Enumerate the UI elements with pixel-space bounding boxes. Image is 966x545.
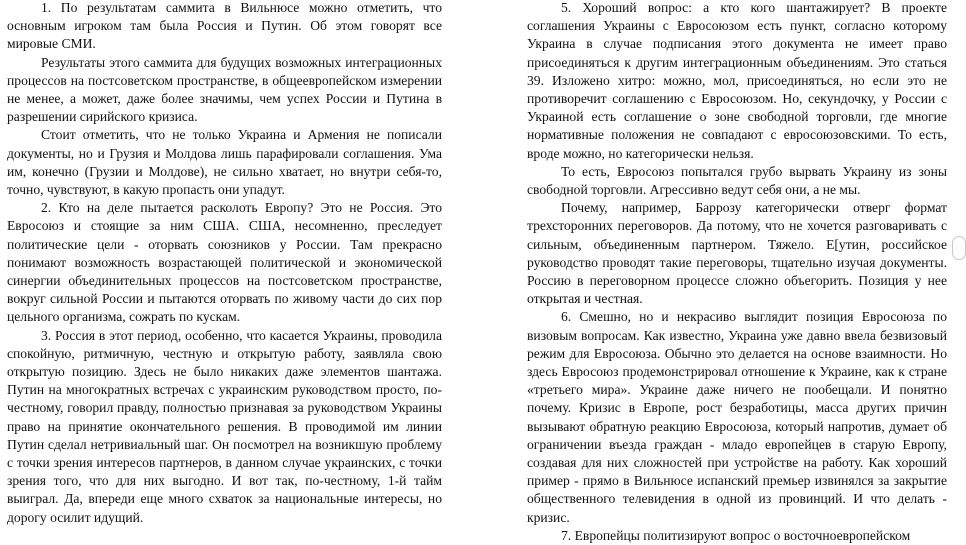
right-column [527, 0, 947, 545]
paragraph: 2. Кто на деле пытается расколоть Европу? Это не Россия. Это Евросоюз и стоящие за ним США. США, несомненно, преследует политические цели - оторвать союзников у России. Там прекрасно понимают возможность возрастающей политической и экономической синергии объединительных процессов на постсоветском пространстве, вокруг сильной России и пытаются оторвать по живому части до сих пор цельного организма, сожрать по кускам. [7, 200, 442, 325]
paragraph: 6. Смешно, но и некрасиво выглядит позиция Евросоюза по визовым вопросам. Как известно, Украина уже давно ввела безвизовый режим для Евросоюза. Обычно это делается на основе взаимности. Но здесь Евросоюз продемонстрировал отношение к Украине, как к стране «третьего мира». Украине даже ничего не пообещали. И понятно почему. Кризис в Европе, рост безработицы, масса других причин вызывают обратную реакцию Евросоюза, который напротив, думает об ограничении въезда граждан - младо европейцев в старую Европу, создавая для них сложностей при устройстве на работу. Как хороший пример - прямо в Вильнюсе испанский премьер извинялся за закрытие общественного телевидения в одной из провинций. И что делать - кризис. [527, 309, 947, 525]
paragraph: Результаты этого саммита для будущих возможных интеграционных процессов на постсоветском пространстве, в общеевропейском измерении не менее, а может, даже более значимы, чем успех России и Путина в разрешении сирийского кризиса. [7, 54, 442, 125]
paragraph: Почему, например, Баррозу категорически отверг формат трехсторонних переговоров. Да потому, что не хочется разговаривать с сильным, объединенным партнером. Тяжело. Е[утин, российское руководство проводят такие переговоры, тщательно изучая документы. Россию в переговорном процессе сложно объегорить. Позиция у нее открытая и честная. [527, 200, 947, 307]
paragraph: 5. Хороший вопрос: а кто кого шантажирует? В проекте соглашения Украины с Евросоюзом есть пункт, согласно которому Украина в случае подписания этого документа не имеет право присоединяться к другим интеграционным объединениям. Это статься 39. Изложено хитро: можно, мол, присоединяться, но если это не противоречит соглашению с Евросоюзом. Но, секундочку, у России с Украиной есть соглашение о зоне свободной торговли, где многие нормативные положения не совпадают с евросоюзовскими. То есть, вроде можно, но категорически нельзя. [527, 0, 947, 161]
paragraph: 1. По результатам саммита в Вильнюсе можно отметить, что основным игроком там была Россия и Путин. Об этом говорят все мировые СМИ. [7, 0, 442, 52]
paragraph: 3. Россия в этот период, особенно, что касается Украины, проводила спокойную, ритмичную, честную и открытую работу, заявляла свою открытую позицию. Здесь не было никаких даже элементов шантажа. Путин на многократных встречах с украинским руководством просто, по-честному, говорил правду, полностью признавая за руководством Украины право на принятие окончательного решения. В проводимой им линии Путин сделал нетривиальный шаг. Он посмотрел на возникшую проблему с точки зрения интересов партнеров, в данном случае украинских, с точки зрения того, что для них выгодно. И вот так, по-честному, 1-й тайм выиграл. Да, впереди еще много схваток за национальные интересы, но дорогу осилит идущий. [7, 327, 442, 525]
paragraph: Стоит отметить, что не только Украина и Армения не пописали документы, но и Грузия и Молдова лишь парафировали соглашения. Ума им, конечно (Грузии и Молдове), не сильно хватает, но внутри себя-то, точно, чувствуют, в какую пропасть они упадут. [7, 127, 442, 198]
left-column [7, 0, 442, 527]
paragraph: 7. Европейцы политизируют вопрос о восточноевропейском [561, 527, 911, 543]
scroll-handle[interactable] [952, 236, 966, 260]
paragraph: То есть, Евросоюз попытался грубо вырвать Украину из зоны свободной торговли. Агрессивно ведут себя они, а не мы. [527, 163, 947, 198]
